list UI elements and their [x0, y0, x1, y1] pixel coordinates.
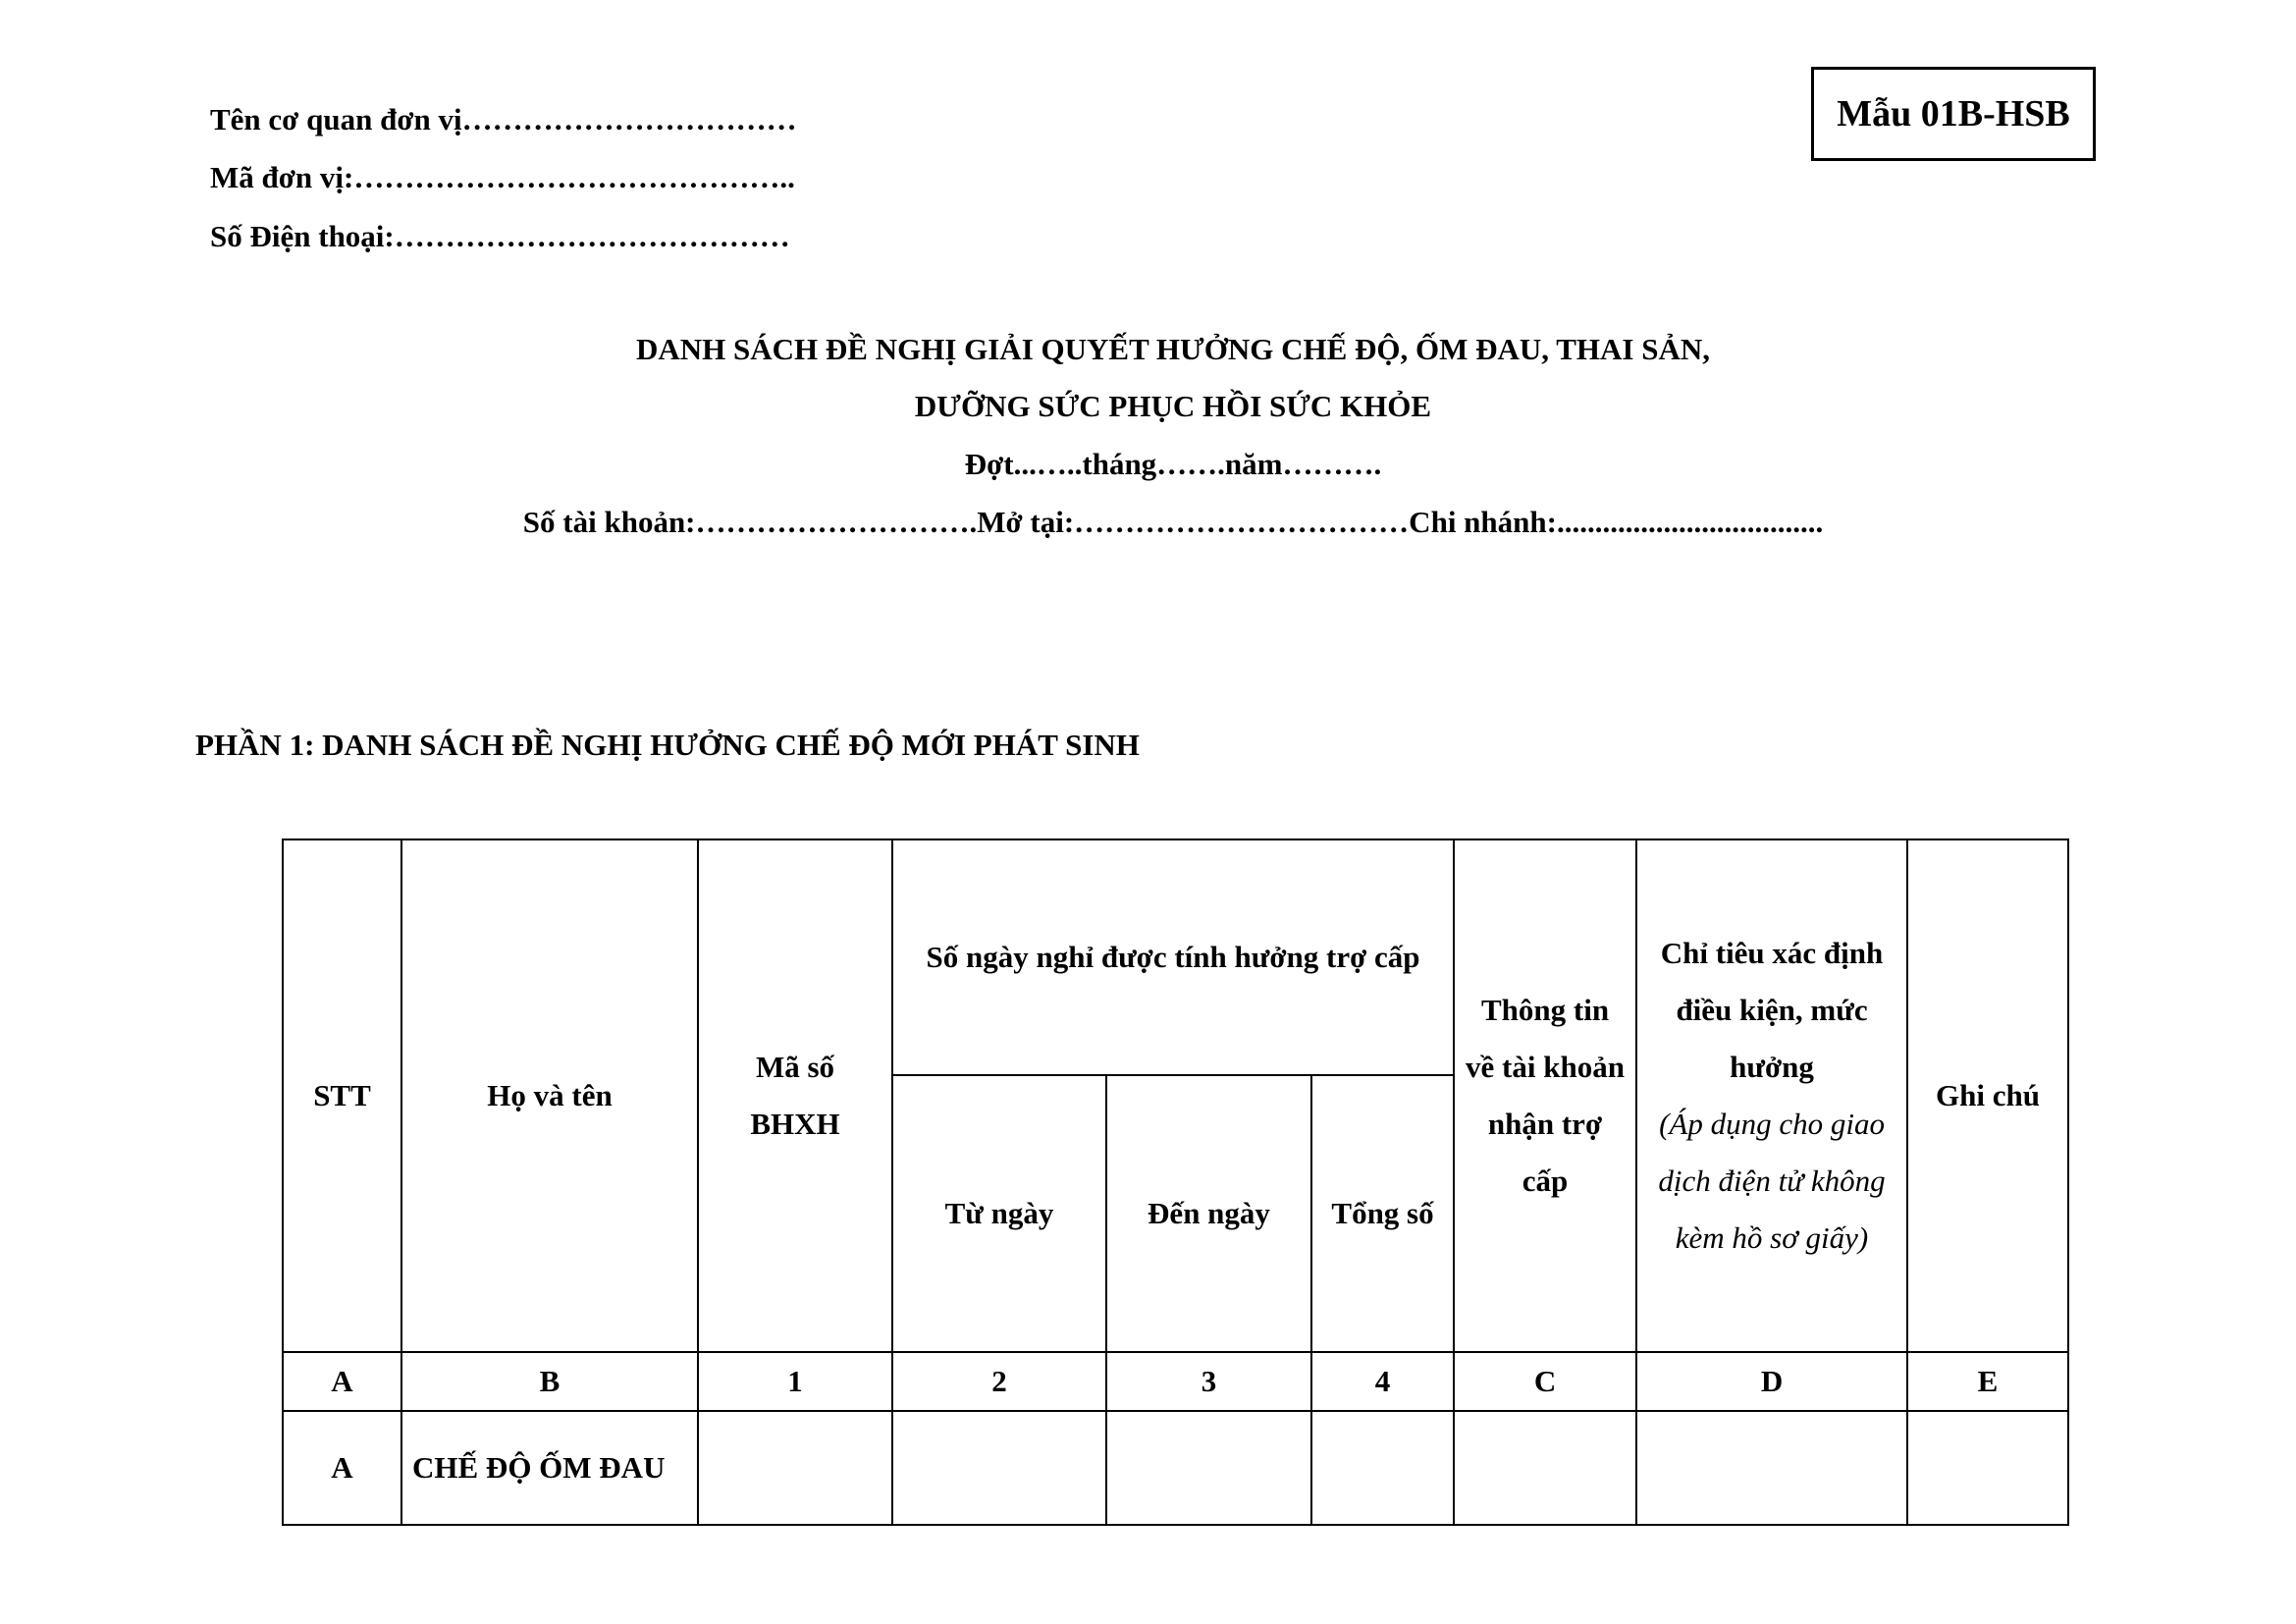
document-title-line2: DƯỠNG SỨC PHỤC HỒI SỨC KHỎE [914, 389, 1432, 423]
phone-field: Số Điện thoại:………………………………… [210, 219, 790, 253]
header-account-info: Thông tin về tài khoản nhận trợ cấp [1454, 839, 1636, 1352]
column-code-cell: 2 [892, 1352, 1106, 1411]
column-code-cell: A [283, 1352, 401, 1411]
row-stt: A [283, 1411, 401, 1525]
row-account-info[interactable] [1454, 1411, 1636, 1525]
benefit-request-table [282, 839, 2069, 1526]
unit-name-field: Tên cơ quan đơn vị…………………………… [210, 102, 797, 136]
row-bhxh-code[interactable] [698, 1411, 892, 1525]
header-bhxh-code: Mã số BHXH [698, 839, 892, 1352]
row-note[interactable] [1907, 1411, 2068, 1525]
column-code-cell: E [1907, 1352, 2068, 1411]
header-from-date: Từ ngày [892, 1075, 1106, 1352]
header-criteria [1636, 839, 1907, 1352]
column-code-cell: D [1636, 1352, 1907, 1411]
row-to-date[interactable] [1106, 1411, 1311, 1525]
header-note: Ghi chú [1907, 839, 2068, 1352]
document-title-line1: DANH SÁCH ĐỀ NGHỊ GIẢI QUYẾT HƯỞNG CHẾ ĐỘ, ỐM ĐAU, THAI SẢN, [635, 332, 1710, 366]
column-code-cell: B [401, 1352, 698, 1411]
column-code-row [283, 1352, 2068, 1411]
header-name: Họ và tên [401, 839, 698, 1352]
header-criteria-note: (Áp dụng cho giao dịch điện tử không kèm hồ sơ giấy) [1658, 1107, 1886, 1255]
bank-account-line: Số tài khoản:……………………….Mở tại:……………………………Chi nhánh:................................... [522, 505, 1824, 539]
row-criteria[interactable] [1636, 1411, 1907, 1525]
row-name: CHẾ ĐỘ ỐM ĐAU [401, 1411, 698, 1525]
section-title: PHẦN 1: DANH SÁCH ĐỀ NGHỊ HƯỞNG CHẾ ĐỘ MỚI PHÁT SINH [195, 728, 1140, 762]
form-code-box [1811, 67, 2096, 161]
table-row [283, 1411, 2068, 1525]
period-line: Đợt...…..tháng…….năm………. [964, 447, 1382, 481]
unit-code-field: Mã đơn vị:…………………………………….. [210, 160, 795, 194]
header-stt: STT [283, 839, 401, 1352]
header-to-date: Đến ngày [1106, 1075, 1311, 1352]
column-code-cell: 3 [1106, 1352, 1311, 1411]
form-code-label: Mẫu 01B-HSB [1837, 93, 2070, 135]
header-criteria-label: Chỉ tiêu xác định điều kiện, mức hưởng [1660, 936, 1884, 1084]
row-total[interactable] [1311, 1411, 1454, 1525]
column-code-cell: C [1454, 1352, 1636, 1411]
header-total: Tổng số [1311, 1075, 1454, 1352]
row-from-date[interactable] [892, 1411, 1106, 1525]
header-days-group: Số ngày nghỉ được tính hưởng trợ cấp [892, 839, 1454, 1075]
column-code-cell: 4 [1311, 1352, 1454, 1411]
column-code-cell: 1 [698, 1352, 892, 1411]
